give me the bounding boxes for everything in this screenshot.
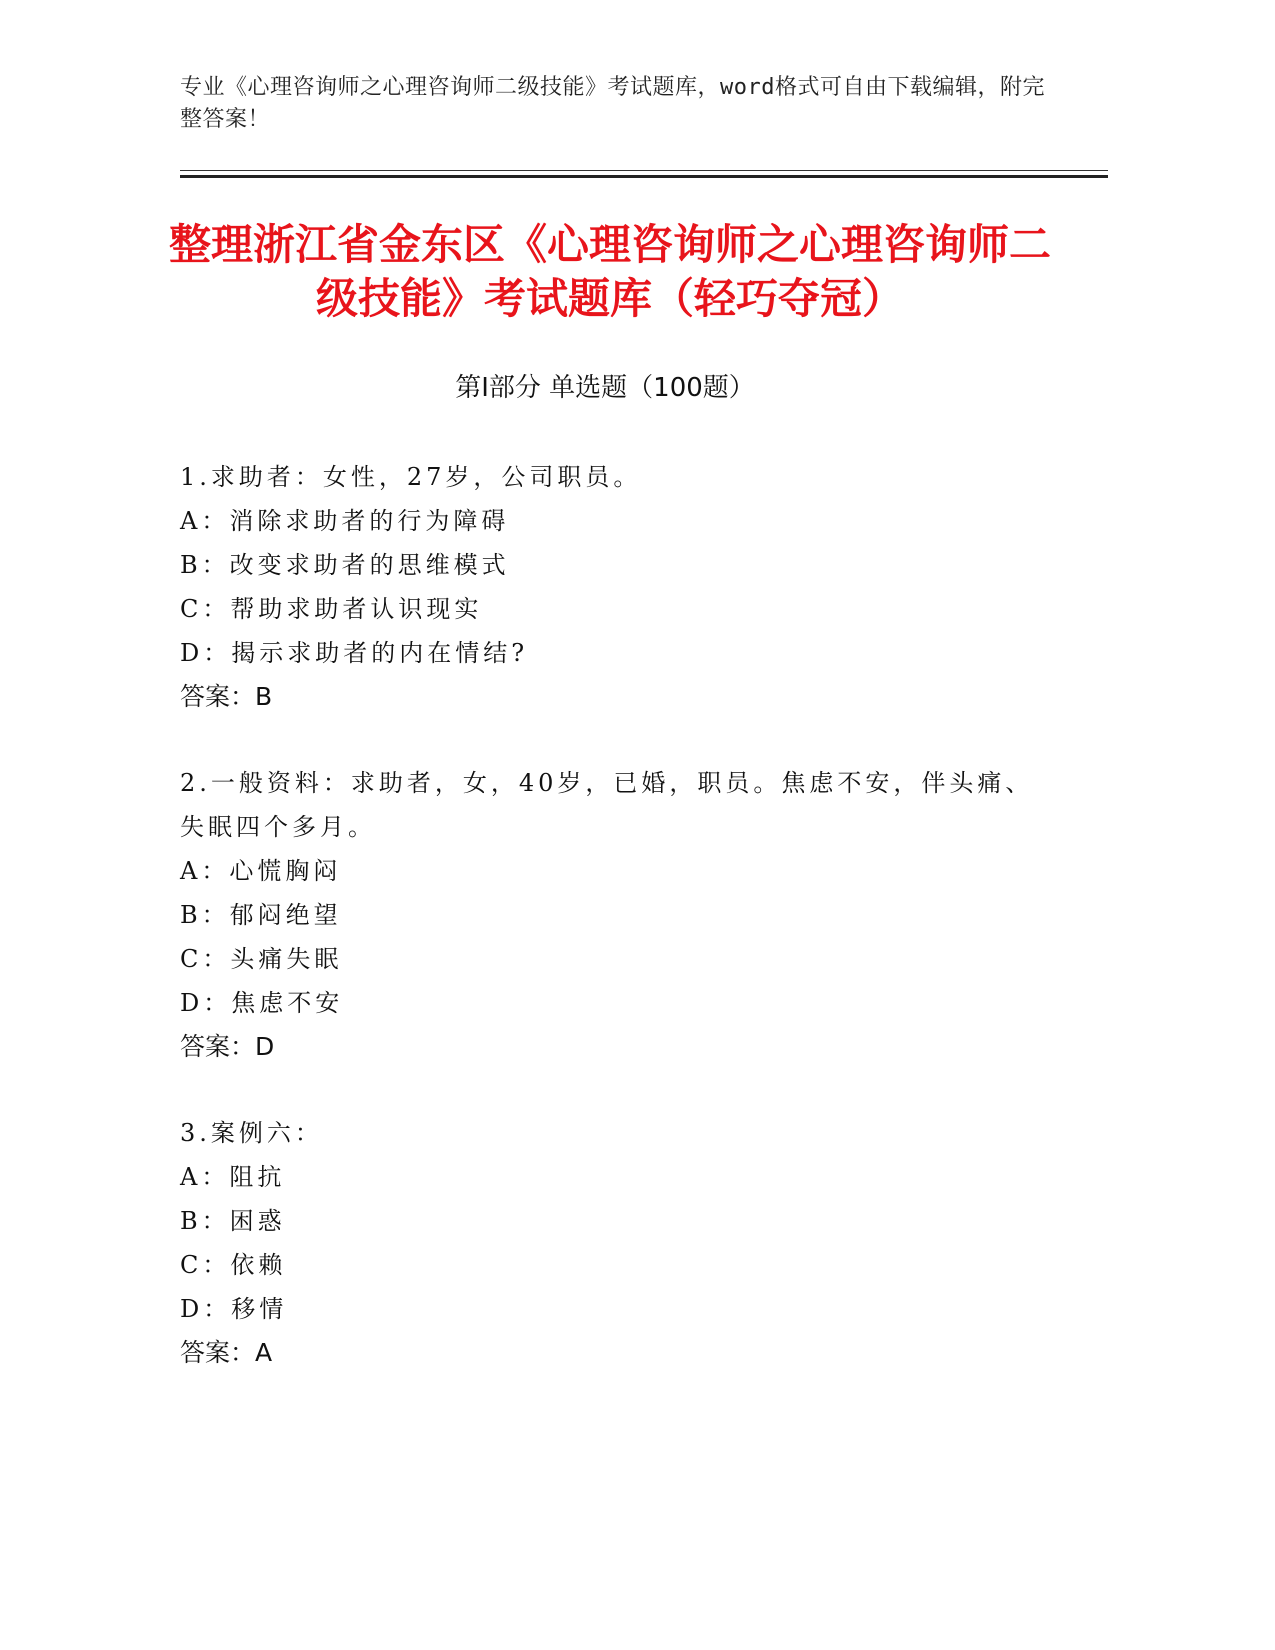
header-divider-thin [180, 170, 1108, 171]
option-c: C：帮助求助者认识现实 [180, 595, 483, 623]
question-2 [180, 761, 1060, 1069]
question-stem: 1.求助者：女性，27岁，公司职员。 [180, 463, 642, 491]
answer: 答案：D [180, 1032, 275, 1061]
option-d: D：移情 [180, 1295, 288, 1323]
answer: 答案：A [180, 1338, 273, 1367]
option-a: A：阻抗 [180, 1163, 286, 1191]
question-3 [180, 1111, 1060, 1375]
option-c: C：依赖 [180, 1251, 287, 1279]
option-d: D：焦虑不安 [180, 989, 344, 1017]
option-a: A：心慌胸闷 [180, 857, 342, 885]
question-stem: 3.案例六： [180, 1119, 323, 1147]
section-title: 第Ⅰ部分 单选题（100题） [455, 373, 755, 403]
answer: 答案：B [180, 682, 273, 711]
question-stem: 2.一般资料：求助者，女，40岁，已婚，职员。焦虑不安，伴头痛、失眠四个多月。 [180, 769, 1034, 841]
option-b: B：困惑 [180, 1207, 286, 1235]
option-b: B：郁闷绝望 [180, 901, 342, 929]
option-b: B：改变求助者的思维模式 [180, 551, 510, 579]
question-1 [180, 455, 1060, 719]
option-a: A：消除求助者的行为障碍 [180, 507, 510, 535]
document-title: 整理浙江省金东区《心理咨询师之心理咨询师二级技能》考试题库（轻巧夺冠） [168, 220, 1051, 323]
option-d: D：揭示求助者的内在情结? [180, 639, 529, 667]
option-c: C：头痛失眠 [180, 945, 343, 973]
question-list [180, 455, 1060, 1417]
header-note: 专业《心理咨询师之心理咨询师二级技能》考试题库，word格式可自由下载编辑，附完整答案！ [180, 75, 1045, 132]
header-divider-thick [180, 175, 1108, 178]
